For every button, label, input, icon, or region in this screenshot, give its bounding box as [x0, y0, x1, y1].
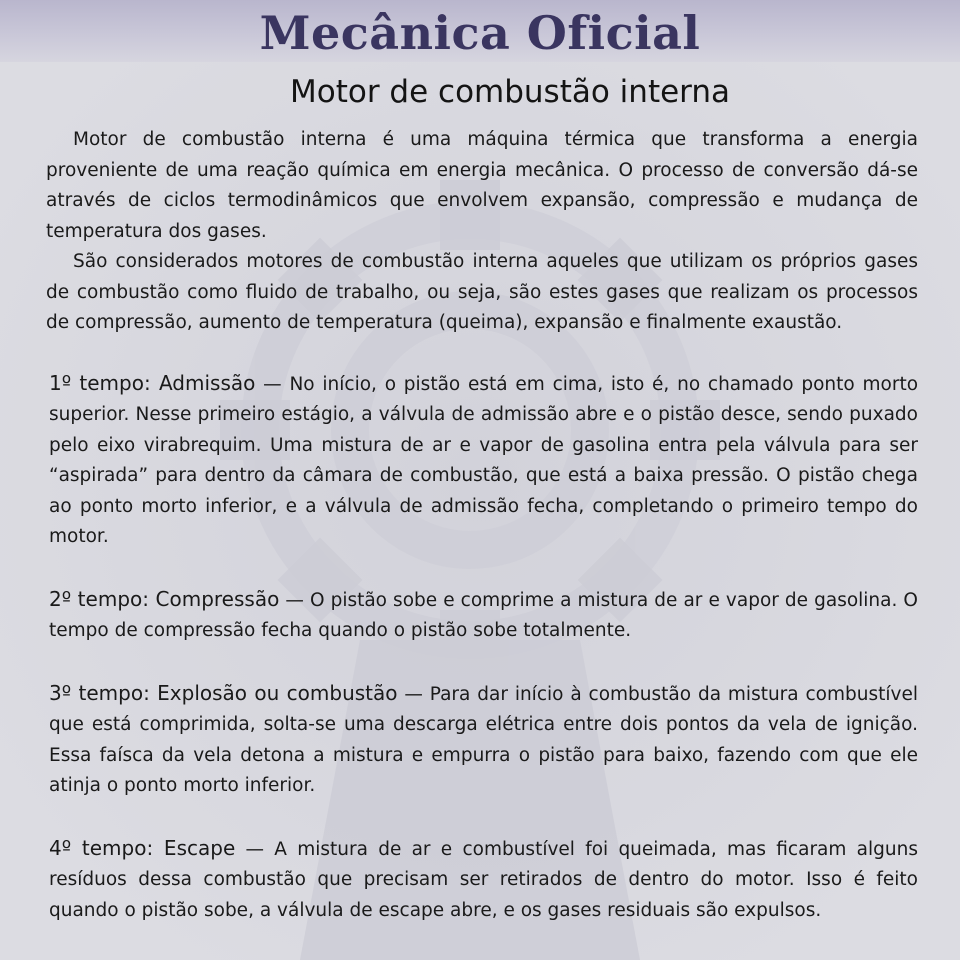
- stroke-1-label: 1º tempo: Admissão: [49, 370, 256, 395]
- article-body: [46, 125, 918, 926]
- intro-paragraph-2: São considerados motores de combustão interna aqueles que utilizam os próprios gases de combustão como fluido de trabalho, ou seja, são estes gases que realizam os processos de compressão, aumento de temperatura (queima), expansão e finalmente exaustão.: [46, 251, 918, 333]
- stroke-3-paragraph: [46, 678, 918, 802]
- stroke-1-paragraph: [46, 368, 918, 553]
- page-title: Motor de combustão interna: [289, 74, 731, 110]
- brand-title: Mecânica Oficial: [259, 6, 701, 60]
- stroke-1-text: — No início, o pistão está em cima, isto é, no chamado ponto morto superior. Nesse primeiro estágio, a válvula de admissão abre e o pistão desce, sendo puxado pelo eixo virabrequim. Uma mistura de ar e vapor de gasolina entra pela válvula para ser “aspirada” para dentro da câmara de combustão, que está a baixa pressão. O pistão chega ao ponto morto inferior, e a válvula de admissão fecha, completando o primeiro tempo do motor.: [49, 373, 919, 547]
- stroke-4-label: 4º tempo: Escape: [49, 835, 236, 860]
- intro-paragraph-1: Motor de combustão interna é uma máquina térmica que transforma a energia proveniente de uma reação química em energia mecânica. O processo de conversão dá-se através de ciclos termodinâmicos que envolvem expansão, compressão e mudança de temperatura dos gases.: [46, 129, 918, 242]
- stroke-3-label: 3º tempo: Explosão ou combustão: [49, 680, 398, 705]
- stroke-2-label: 2º tempo: Compressão: [49, 586, 280, 611]
- stroke-2-text: — O pistão sobe e comprime a mistura de ar e vapor de gasolina. O tempo de compressão fecha quando o pistão sobe totalmente.: [49, 589, 918, 641]
- intro-section: [46, 125, 918, 339]
- stroke-4-paragraph: [46, 833, 918, 927]
- stroke-2-paragraph: [46, 584, 918, 647]
- stroke-4-text: — A mistura de ar e combustível foi queimada, mas ficaram alguns resíduos dessa combustão que precisam ser retirados de dentro do motor. Isso é feito quando o pistão sobe, a válvula de escape abre, e os gases residuais são expulsos.: [49, 838, 918, 921]
- stroke-3-text: — Para dar início à combustão da mistura combustível que está comprimida, solta-se uma descarga elétrica entre dois pontos da vela de ignição. Essa faísca da vela detona a mistura e empurra o pistão para baixo, fazendo com que ele atinja o ponto morto inferior.: [49, 683, 918, 796]
